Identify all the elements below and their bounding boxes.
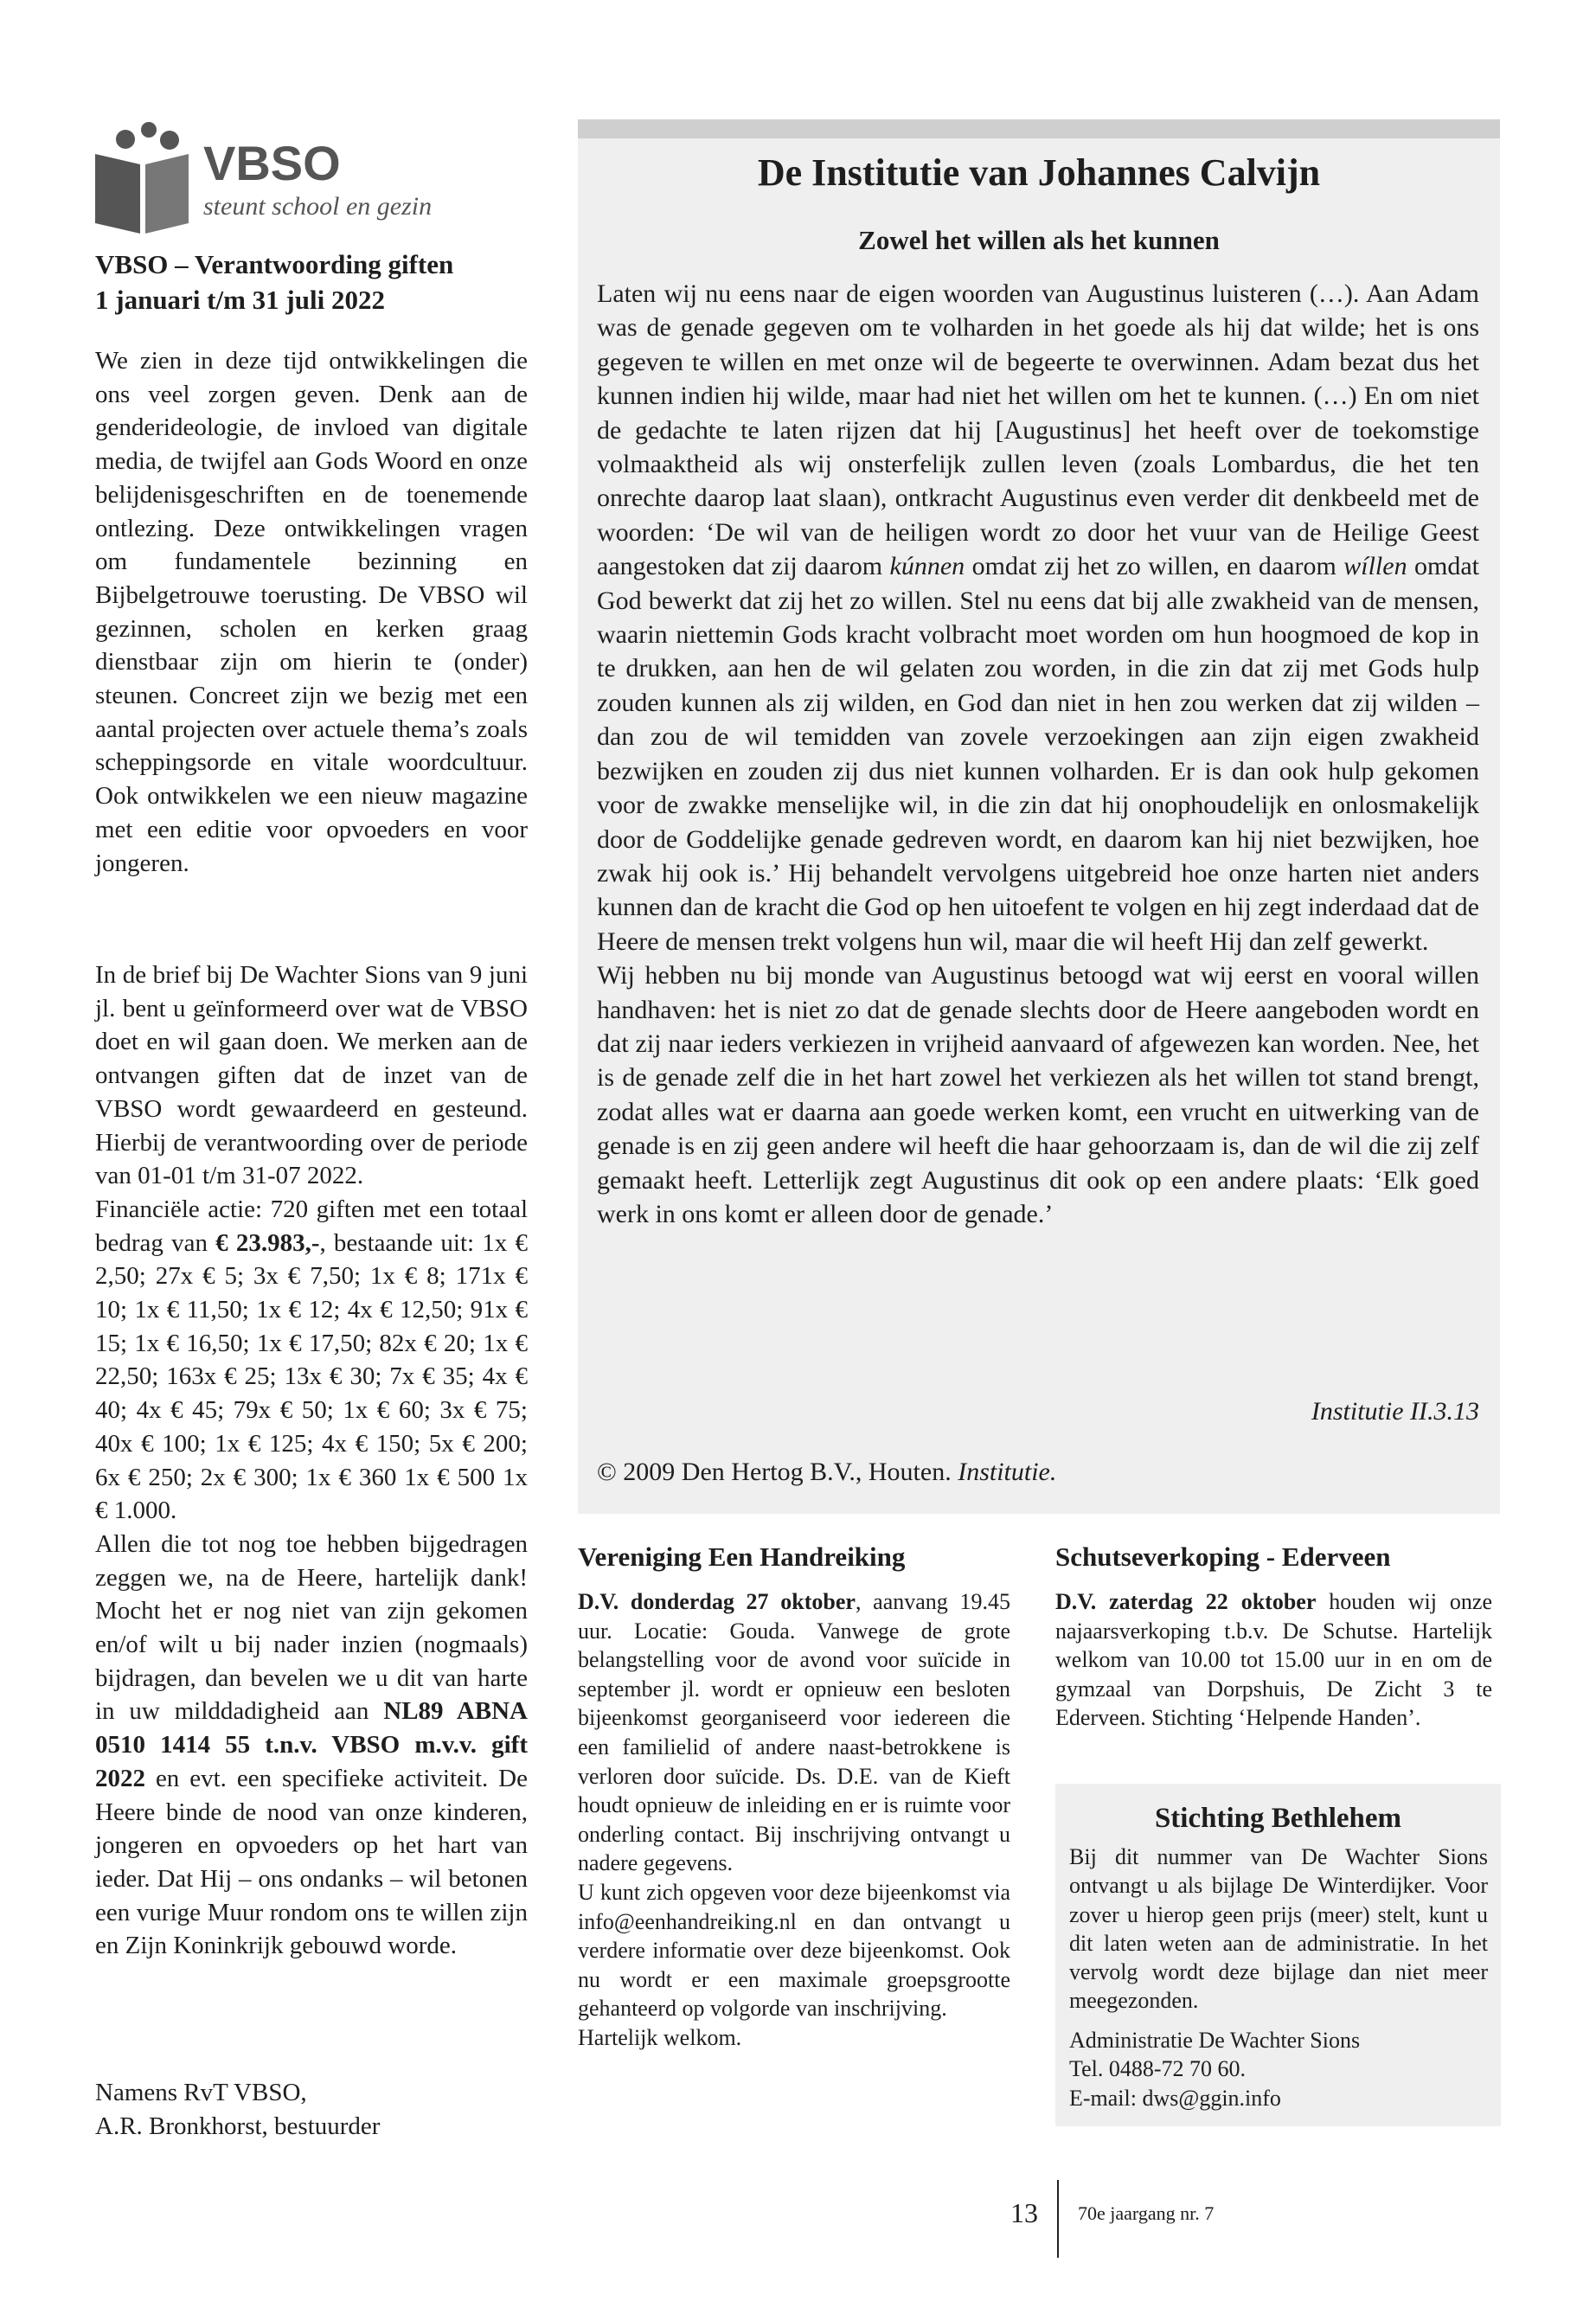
logo-book-right (145, 154, 189, 234)
handreiking-p1-text: , aanvang 19.45 uur. Locatie: Gouda. Vanwege de grote belangstelling voor de avond voor suïcide in september jl. wordt er opnieuw een besloten bijeenkomst georganiseerd voor iedereen die een familielid of andere naast-betrokkene is verloren door suïcide. Ds. D.E. van de Kieft houdt opnieuw de inleiding en er is ruimte voor onderling contact. Bij inschrijving ontvangt u nadere gegevens. (578, 1589, 1010, 1876)
bethlehem-admin-line2: Tel. 0488-72 70 60. (1069, 2056, 1246, 2082)
vbso-intro-paragraph: We zien in deze tijd ontwikkelingen die ons veel zorgen geven. Denk aan de genderideologie, de invloed van digitale media, de twijfel aan Gods Woord en onze belijdenisgeschriften en de toenemende ontlezing. Deze ontwikkelingen vragen om fundamentele bezinning en Bijbelgetrouwe toerusting. De VBSO wil gezinnen, scholen en kerken graag dienstbaar zijn om hierin te (onder) steunen. Concreet zijn we bezig met een aantal projecten over actuele thema’s zoals scheppingsorde en vitale woordcultuur. Ook ontwikkelen we een nieuw magazine met een editie voor opvoeders en voor jongeren. (95, 347, 528, 877)
footer-issue: 70e jaargang nr. 7 (1078, 2202, 1215, 2224)
calvin-copyright-title: Institutie. (958, 1458, 1057, 1486)
logo-tagline: steunt school en gezin (203, 192, 433, 221)
bethlehem-admin-line1: Administratie De Wachter Sions (1069, 2028, 1361, 2053)
page-number: 13 (1010, 2197, 1038, 2228)
vbso-total-amount: € 23.983,- (215, 1228, 320, 1257)
handreiking-paragraph-3: Hartelijk welkom. (578, 2024, 742, 2050)
calvin-subtitle: Zowel het willen als het kunnen (858, 225, 1220, 255)
calvin-copyright (597, 1455, 1479, 1490)
vbso-signature (95, 2076, 528, 2143)
calvin-para1-text-b: omdat zij het zo willen, en daarom (965, 552, 1344, 581)
calvin-box-topbar (578, 119, 1500, 138)
calvin-para1-emphasis-1: kúnnen (889, 552, 965, 581)
calvin-para1-text-a: Laten wij nu eens naar de eigen woorden van Augustinus luisteren (…). Aan Adam was de genade gegeven om te volharden in het goede als hij dat wilde; het is ons gegeven te willen en met onze wil de begeerte te overwinnen. Adam bezat dus het kunnen indien hij wilde, maar had niet het willen om het te kunnen. (…) En om niet de gedachte te laten rijzen dat hij [Augustinus] het heeft over de toekomstige volmaaktheid als wij onsterfelijk zullen leven (zoals Lombardus, die het ten onrechte daarop laat slaan), ontkracht Augustinus even verder dit denkbeeld met de woorden: ‘De wil van de heiligen wordt zo door het vuur van de Heilige Geest aangestoken dat zij daarom (597, 279, 1479, 581)
handreiking-paragraph-2: U kunt zich opgeven voor deze bijeenkomst via info@eenhandreiking.nl en dan ontvangt u verdere informatie over deze bijeenkomst. Ook nu wordt er een maximale groepsgrootte gehanteerd op volgorde van inschrijving. (578, 1879, 1010, 2022)
schutse-text: houden wij onze najaarsverkoping t.b.v. De Schutse. Hartelijk welkom van 10.00 tot 15.00 uur in en om de gymzaal van Dorpshuis, De Zicht 3 te Ederveen. Stichting ‘Helpende Handen’. (1055, 1589, 1492, 1731)
calvin-paragraph-1 (597, 277, 1479, 958)
vbso-closing-text: en evt. een specifieke activiteit. De Heere binde de nood van onze kinderen, jongeren en opvoeders op het hart van ieder. Dat Hij – ons ondanks – wil betonen een vurige Muur rondom ons te willen zijn en Zijn Koninkrijk gebouwd worde. (95, 1764, 528, 1960)
vbso-breakdown-text: , bestaande uit: 1x € 2,50; 27x € 5; 3x € 7,50; 1x € 8; 171x € 10; 1x € 11,50; 1x € 12; 4x € 12,50; 91x € 15; 1x € 16,50; 1x € 17,50; 82x € 20; 1x € 22,50; 163x € 25; 13x € 30; 7x € 35; 4x € 40; 4x € 45; 79x € 50; 1x € 60; 3x € 75; 40x € 100; 1x € 125; 4x € 150; 5x € 200; 6x € 250; 2x € 300; 1x € 360 1x € 500 1x € 1.000. (95, 1228, 528, 1525)
vbso-bank-account: NL89 ABNA 0510 1414 55 t.n.v. VBSO m.v.v. gift 2022 (95, 1697, 528, 1792)
vbso-gifts-paragraph (95, 958, 528, 1963)
handreiking-body (578, 1587, 1010, 2053)
calvin-para1-emphasis-2: wíllen (1343, 552, 1407, 581)
vbso-letter-text: In de brief bij De Wachter Sions van 9 juni jl. bent u geïnformeerd over wat de VBSO doet en wil gaan doen. We merken aan de ontvangen giften dat de inzet van de VBSO wordt gewaardeerd en gesteund. Hierbij de verantwoording over de periode van 01-01 t/m 31-07 2022. (95, 961, 528, 1190)
handreiking-title: Vereniging Een Handreiking (578, 1541, 906, 1572)
footer-divider (1057, 2180, 1059, 2258)
schutse-title: Schutseverkoping - Ederveen (1055, 1541, 1391, 1572)
vbso-action-text: Financiële actie: 720 giften met een totaal bedrag van (95, 1195, 528, 1257)
vbso-sign-line2: A.R. Bronkhorst, bestuurder (95, 2112, 381, 2140)
bethlehem-admin-line3: E-mail: dws@ggin.info (1069, 2085, 1281, 2111)
vbso-thanks-text: Allen die tot nog toe hebben bijgedragen zeggen we, na de Heere, hartelijk dank! Mocht het er nog niet van zijn gekomen en/of wilt u bij nader inzien (nogmaals) bijdragen, dan bevelen we u dit van harte in uw milddadigheid aan (95, 1529, 528, 1726)
schutse-body (1055, 1587, 1492, 1733)
calvin-paragraph-2: Wij hebben nu bij monde van Augustinus betoogd wat wij eerst en vooral willen handhaven: het is niet zo dat de genade slechts door de Heere aangeboden wordt en dat zij naar ieders verkiezen in vrijheid aanvaard of afgewezen kan worden. Nee, het is de genade zelf die in het hart zowel het verkiezen als het willen tot stand brengt, zodat alles wat er daarna aan goede werken komt, een vrucht en uitwerking van de genade is en zij geen andere wil heeft die haar gehoorzaam is, dan de wil die zij zelf gemaakt heeft. Letterlijk zegt Augustinus dit ook op een andere plaats: ‘Elk goed werk in ons komt er alleen door de genade.’ (597, 961, 1479, 1228)
logo-dot-1 (116, 130, 135, 149)
calvin-source: Institutie II.3.13 (1311, 1397, 1479, 1426)
calvin-body (597, 277, 1479, 1231)
vbso-sign-line1: Namens RvT VBSO, (95, 2079, 307, 2106)
vbso-heading (95, 247, 528, 317)
logo-dot-3 (160, 131, 179, 150)
handreiking-paragraph-1 (578, 1587, 1010, 1878)
bethlehem-title: Stichting Bethlehem (1154, 1803, 1402, 1834)
bethlehem-body: Bij dit nummer van De Wachter Sions ontvangt u als bijlage De Winterdijker. Voor zover u hierop geen prijs (meer) stelt, kunt u dit laten weten aan de administratie. In het vervolg wordt deze bijlage dan niet meer meegezonden. (1069, 1844, 1488, 2014)
calvin-para1-text-c: omdat God bewerkt dat zij het zo willen. Stel nu eens dat bij alle zwakheid van de mensen, waarin niettemin Gods kracht volbracht moet worden om hun hoogmoed de kop in te drukken, aan hen de wil gelaten zou worden, in die zin dat zij met Gods hulp zouden kunnen als zij wilden, en God dan niet in hen zou werken dat zij wilden – dan zou de wil temidden van zovele verzoekingen aan zijn eigen zwakheid bezwijken en zouden zij dus niet kunnen volharden. Er is dan ook hulp gekomen voor de zwakke menselijke wil, in die zin dat hij onophoudelijk en onlosmakelijk door de Goddelijke genade gedreven wordt, en daarom kan hij niet bezwijken, hoe zwak hij ook is.’ Hij behandelt vervolgens uitgebreid hoe onze harten niet anders kunnen dan de kracht die God op hen uitoefent te volgen en hij zegt inderdaad dat de Heere de mensen trekt volgens hun wil, maar die wil heeft Hij dan zelf gewerkt. (597, 552, 1479, 956)
handreiking-date: D.V. donderdag 27 oktober (578, 1589, 856, 1614)
vbso-heading-line2: 1 januari t/m 31 juli 2022 (95, 285, 385, 315)
vbso-logo (95, 121, 467, 234)
vbso-heading-line1: VBSO – Verantwoording giften (95, 249, 454, 279)
schutse-date: D.V. zaterdag 22 oktober (1055, 1589, 1317, 1614)
logo-book-left (95, 154, 140, 234)
calvin-title: De Institutie van Johannes Calvijn (757, 151, 1321, 194)
vbso-logo-mark (95, 121, 467, 234)
logo-dot-2 (141, 122, 157, 138)
bethlehem-admin (1069, 2026, 1488, 2112)
logo-brand: VBSO (203, 136, 341, 190)
calvin-copyright-text: © 2009 Den Hertog B.V., Houten. (597, 1458, 958, 1486)
